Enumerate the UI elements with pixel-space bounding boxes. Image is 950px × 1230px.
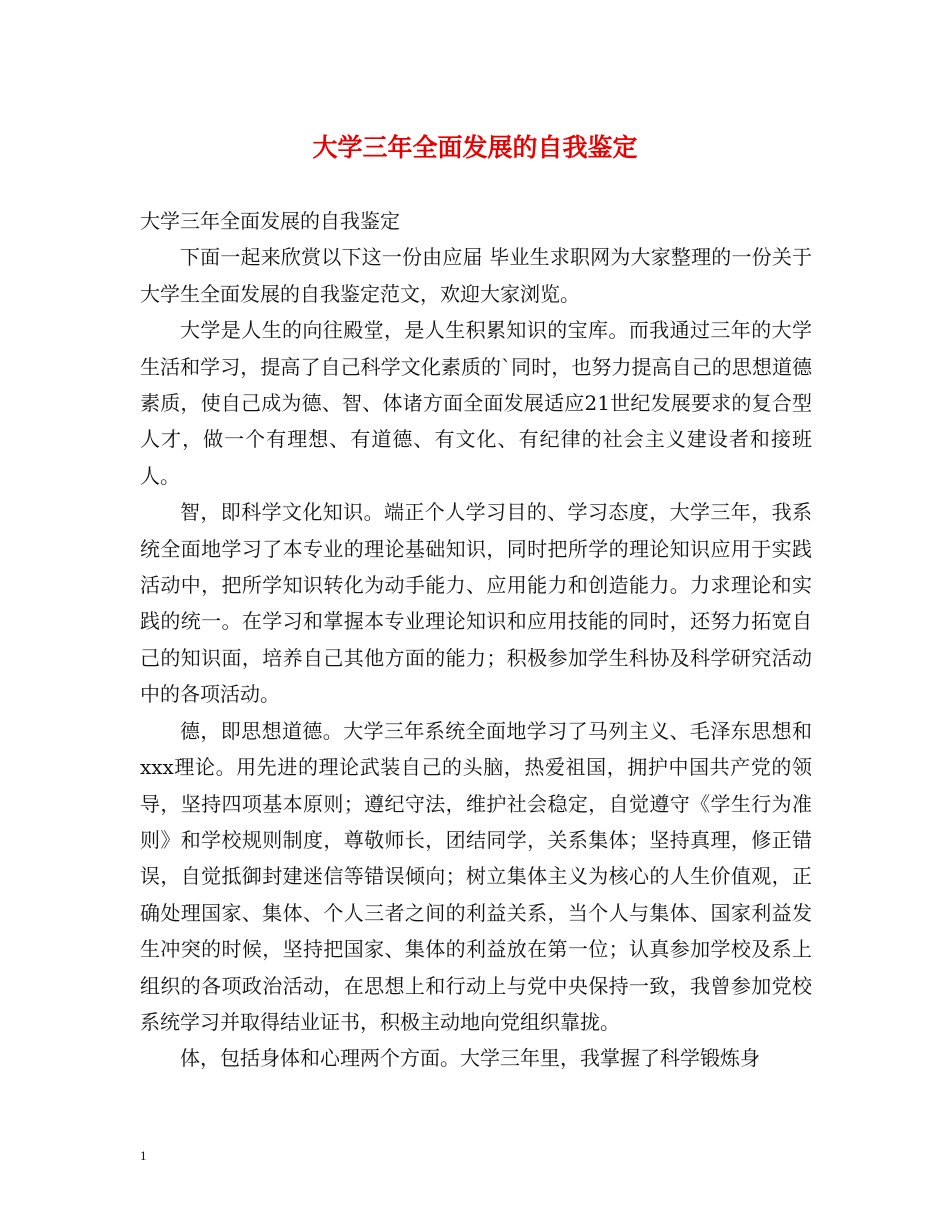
paragraph-university: 大学是人生的向往殿堂，是人生积累知识的宝库。而我通过三年的大学生活和学习，提高了自己科学文化素质的`同时，也努力提高自己的思想道德素质，使自己成为德、智、体诸方面全面发展适应21世纪发展要求的复合型人才，做一个有理想、有道德、有文化、有纪律的社会主义建设者和接班人。 [140, 318, 812, 488]
document-body [140, 203, 812, 1077]
paragraph-physical: 体，包括身体和心理两个方面。大学三年里，我掌握了科学锻炼身 [180, 1046, 760, 1071]
page-number: 1 [140, 1148, 147, 1163]
document-title: 大学三年全面发展的自我鉴定 [312, 133, 638, 162]
paragraph-intro: 下面一起来欣赏以下这一份由应届 毕业生求职网为大家整理的一份关于大学生全面发展的自我鉴定范文，欢迎大家浏览。 [140, 245, 812, 306]
paragraph-morality: 德，即思想道德。大学三年系统全面地学习了马列主义、毛泽东思想和xxx理论。用先进的理论武装自己的头脑，热爱祖国，拥护中国共产党的领导，坚持四项基本原则；遵纪守法，维护社会稳定，自觉遵守《学生行为准则》和学校规则制度，尊敬师长，团结同学，关系集体；坚持真理，修正错误，自觉抵御封建迷信等错误倾向；树立集体主义为核心的人生价值观，正确处理国家、集体、个人三者之间的利益关系，当个人与集体、国家利益发生冲突的时候，坚持把国家、集体的利益放在第一位；认真参加学校及系上组织的各项政治活动，在思想上和行动上与党中央保持一致，我曾参加党校系统学习并取得结业证书，积极主动地向党组织靠拢。 [140, 718, 812, 1034]
paragraph-intellect: 智，即科学文化知识。端正个人学习目的、学习态度，大学三年，我系统全面地学习了本专业的理论基础知识，同时把所学的理论知识应用于实践活动中，把所学知识转化为动手能力、应用能力和创造能力。力求理论和实践的统一。在学习和掌握本专业理论知识和应用技能的同时，还努力拓宽自己的知识面，培养自己其他方面的能力；积极参加学生科协及科学研究活动中的各项活动。 [140, 500, 812, 707]
paragraph-heading: 大学三年全面发展的自我鉴定 [140, 209, 400, 233]
